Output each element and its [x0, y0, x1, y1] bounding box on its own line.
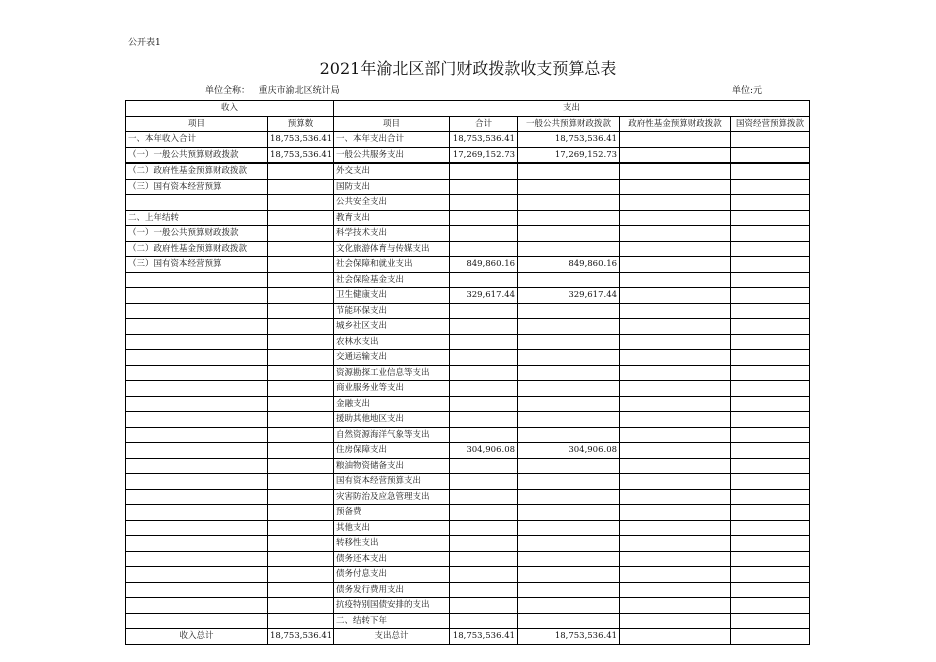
income-amount-cell	[268, 567, 334, 583]
table-row	[126, 582, 810, 598]
income-item-cell: （二）政府性基金预算财政拨款	[126, 163, 268, 179]
expense-item-cell: 转移性支出	[334, 536, 450, 552]
income-item-cell	[126, 334, 268, 350]
expense-total-cell	[450, 381, 518, 397]
general-budget-cell	[518, 505, 620, 521]
state-capital-budget-cell	[731, 458, 810, 474]
expense-item-cell: 一般公共服务支出	[334, 147, 450, 163]
income-group-header: 收入	[126, 101, 334, 117]
gov-fund-budget-cell	[620, 598, 731, 614]
expense-total-cell	[450, 536, 518, 552]
general-budget-cell	[518, 458, 620, 474]
income-amount-cell	[268, 365, 334, 381]
general-budget-cell	[518, 598, 620, 614]
general-budget-cell	[518, 195, 620, 211]
income-amount-cell	[268, 381, 334, 397]
expense-total-cell	[450, 272, 518, 288]
table-row	[126, 489, 810, 505]
table-row	[126, 567, 810, 583]
gov-fund-budget-cell	[620, 132, 731, 148]
gov-fund-budget-total-cell	[620, 629, 731, 645]
expense-total-cell	[450, 179, 518, 195]
expense-item-cell: 金融支出	[334, 396, 450, 412]
state-capital-budget-cell	[731, 520, 810, 536]
income-amount-cell	[268, 350, 334, 366]
expense-total-cell	[450, 210, 518, 226]
income-amount-cell	[268, 319, 334, 335]
table-row	[126, 319, 810, 335]
state-capital-budget-cell	[731, 551, 810, 567]
income-amount-cell	[268, 458, 334, 474]
income-item-cell	[126, 443, 268, 459]
table-row	[126, 427, 810, 443]
table-row	[126, 396, 810, 412]
expense-item-cell: 债务发行费用支出	[334, 582, 450, 598]
total-row	[126, 629, 810, 645]
general-budget-cell: 17,269,152.73	[518, 147, 620, 163]
gov-fund-budget-cell	[620, 288, 731, 304]
table-row	[126, 226, 810, 242]
gov-fund-budget-cell	[620, 365, 731, 381]
column-header: 合计	[450, 116, 518, 132]
column-header: 预算数	[268, 116, 334, 132]
expense-item-cell: 灾害防治及应急管理支出	[334, 489, 450, 505]
expense-item-cell: 城乡社区支出	[334, 319, 450, 335]
income-item-cell	[126, 319, 268, 335]
income-amount-cell	[268, 613, 334, 629]
general-budget-cell	[518, 210, 620, 226]
expense-total-cell	[450, 241, 518, 257]
table-row	[126, 241, 810, 257]
general-budget-cell	[518, 179, 620, 195]
income-item-cell	[126, 427, 268, 443]
state-capital-budget-cell	[731, 303, 810, 319]
table-row	[126, 195, 810, 211]
income-item-cell	[126, 505, 268, 521]
income-item-cell	[126, 288, 268, 304]
income-amount-cell	[268, 443, 334, 459]
income-amount-cell	[268, 195, 334, 211]
budget-table	[125, 100, 810, 645]
expense-total-cell: 18,753,536.41	[450, 132, 518, 148]
expense-item-cell: 抗疫特别国债安排的支出	[334, 598, 450, 614]
income-item-cell	[126, 272, 268, 288]
expense-item-cell: 债务还本支出	[334, 551, 450, 567]
expense-item-cell: 节能环保支出	[334, 303, 450, 319]
table-row	[126, 520, 810, 536]
income-item-cell	[126, 536, 268, 552]
gov-fund-budget-cell	[620, 179, 731, 195]
gov-fund-budget-cell	[620, 319, 731, 335]
income-item-cell	[126, 567, 268, 583]
general-budget-cell	[518, 412, 620, 428]
expense-item-cell: 商业服务业等支出	[334, 381, 450, 397]
expense-item-total-cell: 支出总计	[334, 629, 450, 645]
table-row	[126, 365, 810, 381]
column-header-row	[126, 116, 810, 132]
table-row	[126, 505, 810, 521]
income-amount-cell	[268, 179, 334, 195]
gov-fund-budget-cell	[620, 381, 731, 397]
table-row	[126, 551, 810, 567]
state-capital-budget-cell	[731, 195, 810, 211]
income-item-cell	[126, 474, 268, 490]
general-budget-cell	[518, 582, 620, 598]
income-item-cell	[126, 195, 268, 211]
general-budget-total-cell: 18,753,536.41	[518, 629, 620, 645]
gov-fund-budget-cell	[620, 210, 731, 226]
expense-total-cell: 849,860.16	[450, 257, 518, 273]
state-capital-budget-cell	[731, 427, 810, 443]
expense-total-cell	[450, 474, 518, 490]
table-row	[126, 288, 810, 304]
table-row	[126, 179, 810, 195]
expense-item-cell: 援助其他地区支出	[334, 412, 450, 428]
table-tag: 公开表1	[128, 38, 161, 48]
expense-item-cell: 农林水支出	[334, 334, 450, 350]
gov-fund-budget-cell	[620, 412, 731, 428]
expense-item-cell: 住房保障支出	[334, 443, 450, 459]
income-item-cell	[126, 303, 268, 319]
expense-group-header: 支出	[334, 101, 810, 117]
table-row	[126, 412, 810, 428]
state-capital-budget-cell	[731, 598, 810, 614]
general-budget-cell: 304,906.08	[518, 443, 620, 459]
state-capital-budget-total-cell	[731, 629, 810, 645]
expense-total-cell	[450, 613, 518, 629]
expense-total-total-cell: 18,753,536.41	[450, 629, 518, 645]
state-capital-budget-cell	[731, 613, 810, 629]
expense-item-cell: 文化旅游体育与传媒支出	[334, 241, 450, 257]
income-amount-cell	[268, 474, 334, 490]
income-amount-cell	[268, 303, 334, 319]
state-capital-budget-cell	[731, 412, 810, 428]
gov-fund-budget-cell	[620, 241, 731, 257]
gov-fund-budget-cell	[620, 163, 731, 179]
general-budget-cell	[518, 489, 620, 505]
expense-total-cell	[450, 505, 518, 521]
expense-item-cell: 外交支出	[334, 163, 450, 179]
general-budget-cell	[518, 536, 620, 552]
gov-fund-budget-cell	[620, 443, 731, 459]
income-amount-cell	[268, 163, 334, 179]
income-amount-cell	[268, 505, 334, 521]
general-budget-cell	[518, 272, 620, 288]
income-item-total-cell: 收入总计	[126, 629, 268, 645]
expense-item-cell: 一、本年支出合计	[334, 132, 450, 148]
gov-fund-budget-cell	[620, 582, 731, 598]
income-amount-cell	[268, 396, 334, 412]
gov-fund-budget-cell	[620, 505, 731, 521]
column-header: 项目	[334, 116, 450, 132]
state-capital-budget-cell	[731, 474, 810, 490]
general-budget-cell	[518, 163, 620, 179]
expense-total-cell: 17,269,152.73	[450, 147, 518, 163]
state-capital-budget-cell	[731, 241, 810, 257]
expense-total-cell	[450, 427, 518, 443]
expense-total-cell	[450, 195, 518, 211]
income-amount-cell	[268, 288, 334, 304]
gov-fund-budget-cell	[620, 520, 731, 536]
expense-item-cell: 债务付息支出	[334, 567, 450, 583]
income-item-cell	[126, 396, 268, 412]
expense-total-cell: 329,617.44	[450, 288, 518, 304]
column-header: 项目	[126, 116, 268, 132]
income-item-cell	[126, 520, 268, 536]
general-budget-cell	[518, 334, 620, 350]
state-capital-budget-cell	[731, 582, 810, 598]
state-capital-budget-cell	[731, 350, 810, 366]
expense-item-cell: 资源勘探工业信息等支出	[334, 365, 450, 381]
gov-fund-budget-cell	[620, 257, 731, 273]
expense-item-cell: 科学技术支出	[334, 226, 450, 242]
gov-fund-budget-cell	[620, 613, 731, 629]
income-amount-cell	[268, 241, 334, 257]
expense-total-cell	[450, 163, 518, 179]
income-item-cell	[126, 458, 268, 474]
income-item-cell	[126, 551, 268, 567]
expense-total-cell	[450, 458, 518, 474]
table-row	[126, 381, 810, 397]
general-budget-cell	[518, 567, 620, 583]
income-item-cell	[126, 598, 268, 614]
state-capital-budget-cell	[731, 381, 810, 397]
table-row	[126, 272, 810, 288]
expense-item-cell: 交通运输支出	[334, 350, 450, 366]
table-row	[126, 598, 810, 614]
income-amount-cell	[268, 334, 334, 350]
general-budget-cell: 329,617.44	[518, 288, 620, 304]
table-row	[126, 257, 810, 273]
income-item-cell	[126, 582, 268, 598]
table-row	[126, 613, 810, 629]
table-row	[126, 458, 810, 474]
gov-fund-budget-cell	[620, 567, 731, 583]
income-amount-total-cell: 18,753,536.41	[268, 629, 334, 645]
expense-total-cell	[450, 598, 518, 614]
income-amount-cell	[268, 257, 334, 273]
expense-total-cell	[450, 582, 518, 598]
table-row	[126, 147, 810, 163]
table-row	[126, 163, 810, 179]
expense-item-cell: 社会保障和就业支出	[334, 257, 450, 273]
income-item-cell	[126, 613, 268, 629]
income-amount-cell	[268, 427, 334, 443]
expense-total-cell	[450, 334, 518, 350]
income-amount-cell	[268, 226, 334, 242]
gov-fund-budget-cell	[620, 195, 731, 211]
state-capital-budget-cell	[731, 505, 810, 521]
gov-fund-budget-cell	[620, 551, 731, 567]
income-amount-cell	[268, 489, 334, 505]
gov-fund-budget-cell	[620, 303, 731, 319]
income-amount-cell	[268, 582, 334, 598]
state-capital-budget-cell	[731, 365, 810, 381]
expense-total-cell	[450, 303, 518, 319]
income-item-cell: 一、本年收入合计	[126, 132, 268, 148]
state-capital-budget-cell	[731, 179, 810, 195]
gov-fund-budget-cell	[620, 474, 731, 490]
gov-fund-budget-cell	[620, 458, 731, 474]
income-item-cell	[126, 350, 268, 366]
expense-item-cell: 公共安全支出	[334, 195, 450, 211]
state-capital-budget-cell	[731, 396, 810, 412]
table-row	[126, 303, 810, 319]
income-item-cell: （三）国有资本经营预算	[126, 257, 268, 273]
income-item-cell	[126, 489, 268, 505]
income-amount-cell	[268, 598, 334, 614]
expense-item-cell: 预备费	[334, 505, 450, 521]
unit-name: 重庆市渝北区统计局	[258, 86, 340, 96]
expense-item-cell: 国有资本经营预算支出	[334, 474, 450, 490]
expense-item-cell: 社会保险基金支出	[334, 272, 450, 288]
gov-fund-budget-cell	[620, 489, 731, 505]
general-budget-cell	[518, 396, 620, 412]
state-capital-budget-cell	[731, 443, 810, 459]
general-budget-cell	[518, 520, 620, 536]
table-row	[126, 536, 810, 552]
expense-total-cell	[450, 396, 518, 412]
gov-fund-budget-cell	[620, 272, 731, 288]
income-item-cell: 二、上年结转	[126, 210, 268, 226]
unit-name-line	[205, 83, 340, 96]
gov-fund-budget-cell	[620, 334, 731, 350]
income-item-cell: （二）政府性基金预算财政拨款	[126, 241, 268, 257]
general-budget-cell	[518, 226, 620, 242]
state-capital-budget-cell	[731, 226, 810, 242]
general-budget-cell	[518, 365, 620, 381]
state-capital-budget-cell	[731, 567, 810, 583]
expense-item-cell: 其他支出	[334, 520, 450, 536]
state-capital-budget-cell	[731, 272, 810, 288]
state-capital-budget-cell	[731, 334, 810, 350]
gov-fund-budget-cell	[620, 147, 731, 163]
general-budget-cell	[518, 319, 620, 335]
expense-item-cell: 国防支出	[334, 179, 450, 195]
income-amount-cell: 18,753,536.41	[268, 132, 334, 148]
table-row	[126, 474, 810, 490]
expense-item-cell: 粮油物资储备支出	[334, 458, 450, 474]
state-capital-budget-cell	[731, 536, 810, 552]
table-row	[126, 443, 810, 459]
column-header: 一般公共预算财政拨款	[518, 116, 620, 132]
general-budget-cell: 849,860.16	[518, 257, 620, 273]
table-row	[126, 334, 810, 350]
expense-total-cell	[450, 567, 518, 583]
general-budget-cell	[518, 381, 620, 397]
income-item-cell	[126, 365, 268, 381]
income-amount-cell	[268, 412, 334, 428]
gov-fund-budget-cell	[620, 226, 731, 242]
gov-fund-budget-cell	[620, 536, 731, 552]
currency-unit: 单位:元	[732, 86, 763, 96]
state-capital-budget-cell	[731, 132, 810, 148]
income-amount-cell	[268, 520, 334, 536]
gov-fund-budget-cell	[620, 396, 731, 412]
expense-item-cell: 二、结转下年	[334, 613, 450, 629]
income-item-cell: （一）一般公共预算财政拨款	[126, 147, 268, 163]
state-capital-budget-cell	[731, 288, 810, 304]
state-capital-budget-cell	[731, 210, 810, 226]
expense-total-cell	[450, 319, 518, 335]
expense-total-cell	[450, 350, 518, 366]
page-title: 2021年渝北区部门财政拨款收支预算总表	[319, 59, 617, 78]
unit-name-label: 单位全称：	[205, 86, 251, 96]
general-budget-cell	[518, 427, 620, 443]
state-capital-budget-cell	[731, 489, 810, 505]
income-item-cell: （三）国有资本经营预算	[126, 179, 268, 195]
general-budget-cell	[518, 551, 620, 567]
income-amount-cell	[268, 210, 334, 226]
general-budget-cell: 18,753,536.41	[518, 132, 620, 148]
expense-item-cell: 自然资源海洋气象等支出	[334, 427, 450, 443]
expense-total-cell	[450, 489, 518, 505]
general-budget-cell	[518, 474, 620, 490]
gov-fund-budget-cell	[620, 350, 731, 366]
general-budget-cell	[518, 350, 620, 366]
expense-total-cell	[450, 226, 518, 242]
column-header: 政府性基金预算财政拨款	[620, 116, 731, 132]
state-capital-budget-cell	[731, 163, 810, 179]
expense-item-cell: 卫生健康支出	[334, 288, 450, 304]
general-budget-cell	[518, 241, 620, 257]
income-item-cell: （一）一般公共预算财政拨款	[126, 226, 268, 242]
income-item-cell	[126, 412, 268, 428]
column-header: 国资经营预算拨款	[731, 116, 810, 132]
expense-total-cell: 304,906.08	[450, 443, 518, 459]
table-row	[126, 132, 810, 148]
state-capital-budget-cell	[731, 147, 810, 163]
general-budget-cell	[518, 303, 620, 319]
state-capital-budget-cell	[731, 319, 810, 335]
expense-total-cell	[450, 551, 518, 567]
expense-total-cell	[450, 520, 518, 536]
gov-fund-budget-cell	[620, 427, 731, 443]
income-amount-cell: 18,753,536.41	[268, 147, 334, 163]
income-amount-cell	[268, 272, 334, 288]
expense-item-cell: 教育支出	[334, 210, 450, 226]
general-budget-cell	[518, 613, 620, 629]
table-row	[126, 350, 810, 366]
income-item-cell	[126, 381, 268, 397]
expense-total-cell	[450, 412, 518, 428]
expense-total-cell	[450, 365, 518, 381]
table-row	[126, 210, 810, 226]
income-amount-cell	[268, 536, 334, 552]
income-amount-cell	[268, 551, 334, 567]
group-header-row	[126, 101, 810, 117]
state-capital-budget-cell	[731, 257, 810, 273]
